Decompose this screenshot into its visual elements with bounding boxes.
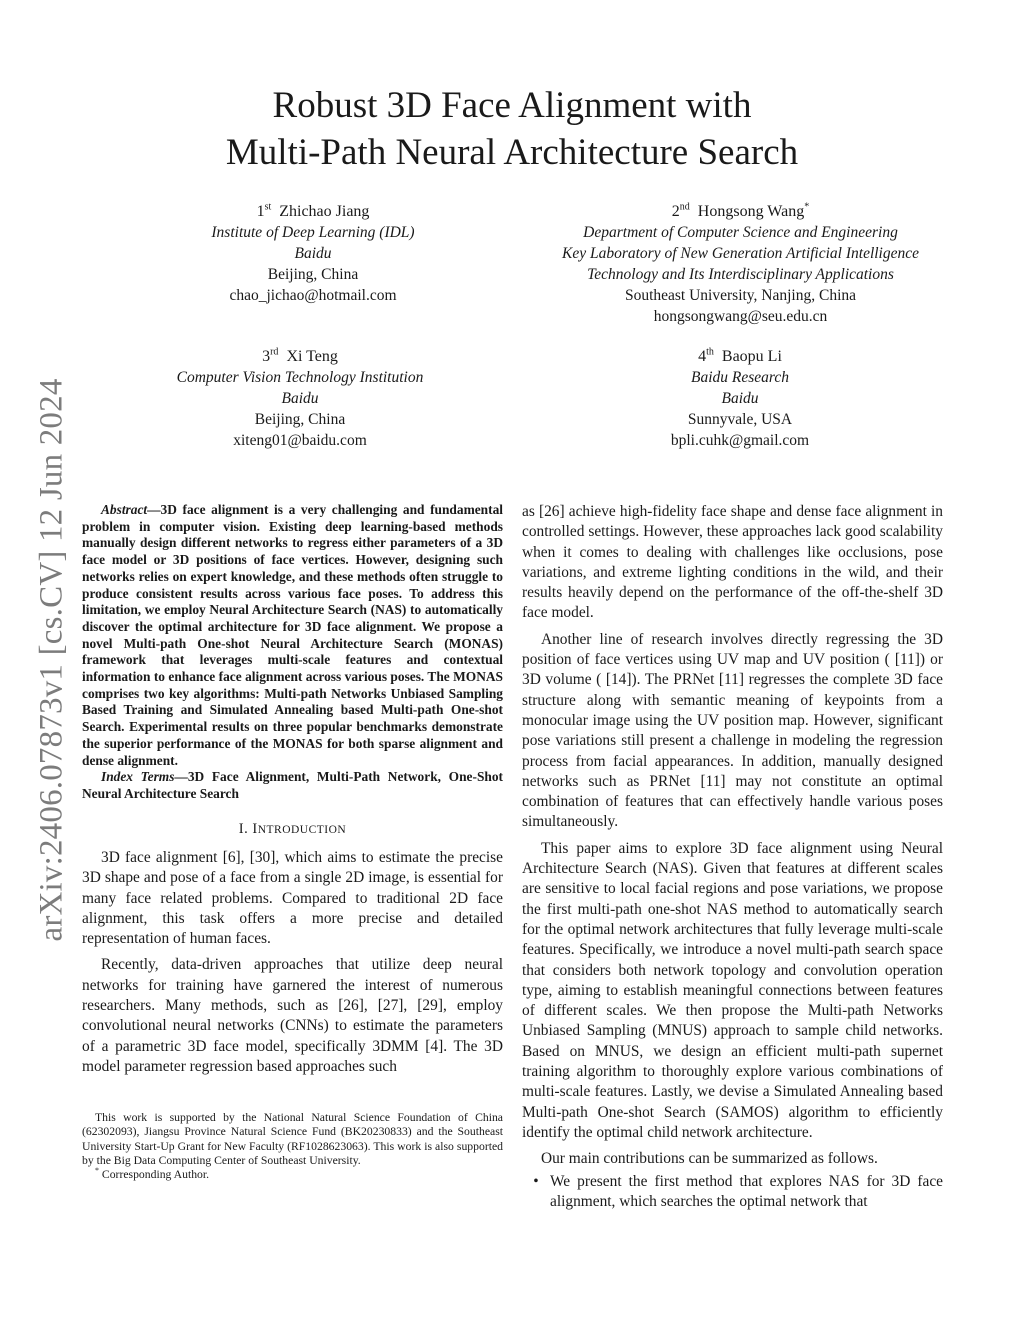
- author-affiliation: Department of Computer Science and Engineering: [583, 224, 898, 241]
- author-name: Baopu Li: [721, 348, 782, 365]
- author-name: Xi Teng: [286, 348, 338, 365]
- author-email: hongsongwang@seu.edu.cn: [653, 308, 828, 325]
- index-terms-label: Index Terms: [101, 769, 175, 785]
- section-head-rest: NTRODUCTION: [257, 823, 347, 836]
- paper-title: [0, 82, 1024, 176]
- contribution-bullet: [522, 1172, 943, 1213]
- author-ordinal: 4: [698, 348, 707, 365]
- author-block-1: [163, 201, 463, 306]
- footnote-corresponding: [82, 1168, 503, 1182]
- author-ordinal-suffix: rd: [270, 346, 279, 358]
- author-affiliation: Baidu: [281, 390, 319, 407]
- author-block-3: [150, 346, 450, 451]
- index-terms-text: —3D Face Alignment, Multi-Path Network, One-Shot Neural Architecture Search: [82, 769, 503, 801]
- author-ordinal: 1: [256, 203, 265, 220]
- author-affiliation: Key Laboratory of New Generation Artificial Intelligence: [561, 245, 920, 262]
- corresponding-mark: *: [804, 201, 810, 213]
- author-location: Southeast University, Nanjing, China: [624, 287, 857, 304]
- paragraph: Recently, data-driven approaches that utilize deep neural networks for training have garnered the interest of numerous researchers. Many methods, such as [26], [27], [29], employ convolutional neural networks (CNNs) to estimate the parameters of a parametric 3D face model, specifically 3DMM [4]. The 3D model parameter regression based approaches such: [82, 956, 503, 1075]
- arxiv-side-stamp: arXiv:2406.07873v1 [cs.CV] 12 Jun 2024: [33, 378, 70, 942]
- author-location: Sunnyvale, USA: [687, 411, 793, 428]
- author-name: Zhichao Jiang: [279, 203, 370, 220]
- author-ordinal-suffix: nd: [679, 201, 690, 213]
- author-email: bpli.cuhk@gmail.com: [670, 432, 810, 449]
- abstract-label: Abstract: [101, 502, 148, 517]
- author-affiliation: Institute of Deep Learning (IDL): [211, 224, 415, 241]
- author-affiliation: Baidu: [721, 390, 759, 407]
- author-affiliation: Baidu: [294, 245, 332, 262]
- title-line-1: Robust 3D Face Alignment with: [272, 85, 752, 126]
- paragraph: Our main contributions can be summarized as follows.: [541, 1150, 878, 1168]
- paragraph: This paper aims to explore 3D face alignment using Neural Architecture Search (NAS). Given that features at different scales are sensitive to local facial regions and pose variations, we propose the first multi-path one-shot NAS method to automatically search for the optimal network architectures that fully leverage multi-scale features. Specifically, we introduce a novel multi-path search space that considers both network topology and convolution operation type, aiming to establish meaningful connections between features of different scales. We then propose the Multi-path Networks Unbiased Sampling (MNUS) approach to sample child networks. Based on MNUS, we design an efficient multi-path supernet training algorithm to thoroughly explore various combinations of multi-scale features. Lastly, we devise a Simulated Annealing based Multi-path One-shot Search (SAMOS) algorithm to efficiently identify the optimal child network architecture.: [522, 839, 943, 1141]
- footnote-corresponding-text: Corresponding Author.: [99, 1168, 210, 1182]
- author-affiliation: Technology and Its Interdisciplinary Applications: [587, 266, 894, 283]
- author-name: Hongsong Wang: [697, 203, 805, 220]
- title-line-2: Multi-Path Neural Architecture Search: [225, 132, 799, 173]
- paragraph: 3D face alignment [6], [30], which aims to estimate the precise 3D shape and pose of a face from a single 2D image, is essential for many face related problems. Compared to traditional 2D face alignment, this task offers a more precise and detailed representation of human faces.: [82, 848, 503, 948]
- paragraph: Another line of research involves directly regressing the 3D position of face vertices using UV map and UV position ( [11]) or 3D volume ( [14]). The PRNet [11] regresses the complete 3D face structure along with semantic meaning of keypoints from a monocular image using the UV position map. However, significant pose variations still present a challenge in modeling the regression process from facial appearances. In addition, manually designed networks such as PRNet [11] may not constitute an optimal combination of features that can effectively handle various poses simultaneously.: [522, 630, 943, 831]
- author-ordinal-suffix: th: [706, 346, 714, 358]
- index-terms: [82, 769, 503, 802]
- section-heading: [82, 819, 503, 840]
- author-ordinal-suffix: st: [264, 201, 272, 213]
- section-number: I.: [238, 820, 253, 837]
- abstract-text: —3D face alignment is a very challenging and fundamental problem in computer vision. Existing deep learning-based methods manually design different networks to regress either parameters of a 3D face model or 3D positions of face vertices. However, designing such networks relies on expert knowledge, and these methods often struggle to produce consistent results across various face poses. To address this limitation, we employ Neural Architecture Search (NAS) to automatically discover the optimal architecture for 3D face alignment. We propose a novel Multi-path One-shot Neural Architecture Search (MONAS) framework that leverages multi-scale features and contextual information to enhance face alignment across various poses. The MONAS comprises two key algorithms: Multi-path Networks Unbiased Sampling Based Training and Simulated Annealing based Multi-path One-shot Search. Experimental results on three popular benchmarks demonstrate the superior performance of the MONAS for both sparse alignment and dense alignment.: [82, 502, 503, 768]
- footnote-mark: *: [95, 1166, 99, 1176]
- paragraph: as [26] achieve high-fidelity face shape and dense face alignment in controlled settings. However, these approaches lack good scalability when it comes to dealing with challenges like occlusions, pose variations, and extreme lighting conditions in the wild, and their results heavily depend on the performance of the off-the-shelf 3D face model.: [522, 503, 943, 622]
- abstract: [82, 502, 503, 769]
- author-location: Beijing, China: [254, 411, 346, 428]
- author-email: chao_jichao@hotmail.com: [229, 287, 397, 304]
- footnote-support: This work is supported by the National Natural Science Foundation of China (62302093), Jiangsu Province Natural Science Fund (BK20230833) and the Southeast University Start-Up Grant for New Faculty (RF1028623063). This work is also supported by the Big Data Computing Center of Southeast University.: [82, 1111, 503, 1167]
- author-ordinal: 2: [671, 203, 680, 220]
- author-affiliation: Computer Vision Technology Institution: [176, 369, 424, 386]
- author-affiliation: Baidu Research: [691, 369, 789, 386]
- footnote: [82, 1111, 503, 1182]
- author-block-4: [590, 346, 890, 451]
- right-column: [522, 502, 943, 1212]
- left-column: [82, 502, 503, 1077]
- section-head-first: I: [252, 820, 258, 837]
- author-email: xiteng01@baidu.com: [233, 432, 367, 449]
- bullet-dot: •: [533, 1172, 539, 1190]
- bullet-text: We present the first method that explores NAS for 3D face alignment, which searches the optimal network that: [550, 1172, 943, 1210]
- author-block-2: [528, 201, 953, 327]
- author-ordinal: 3: [262, 348, 271, 365]
- author-location: Beijing, China: [267, 266, 359, 283]
